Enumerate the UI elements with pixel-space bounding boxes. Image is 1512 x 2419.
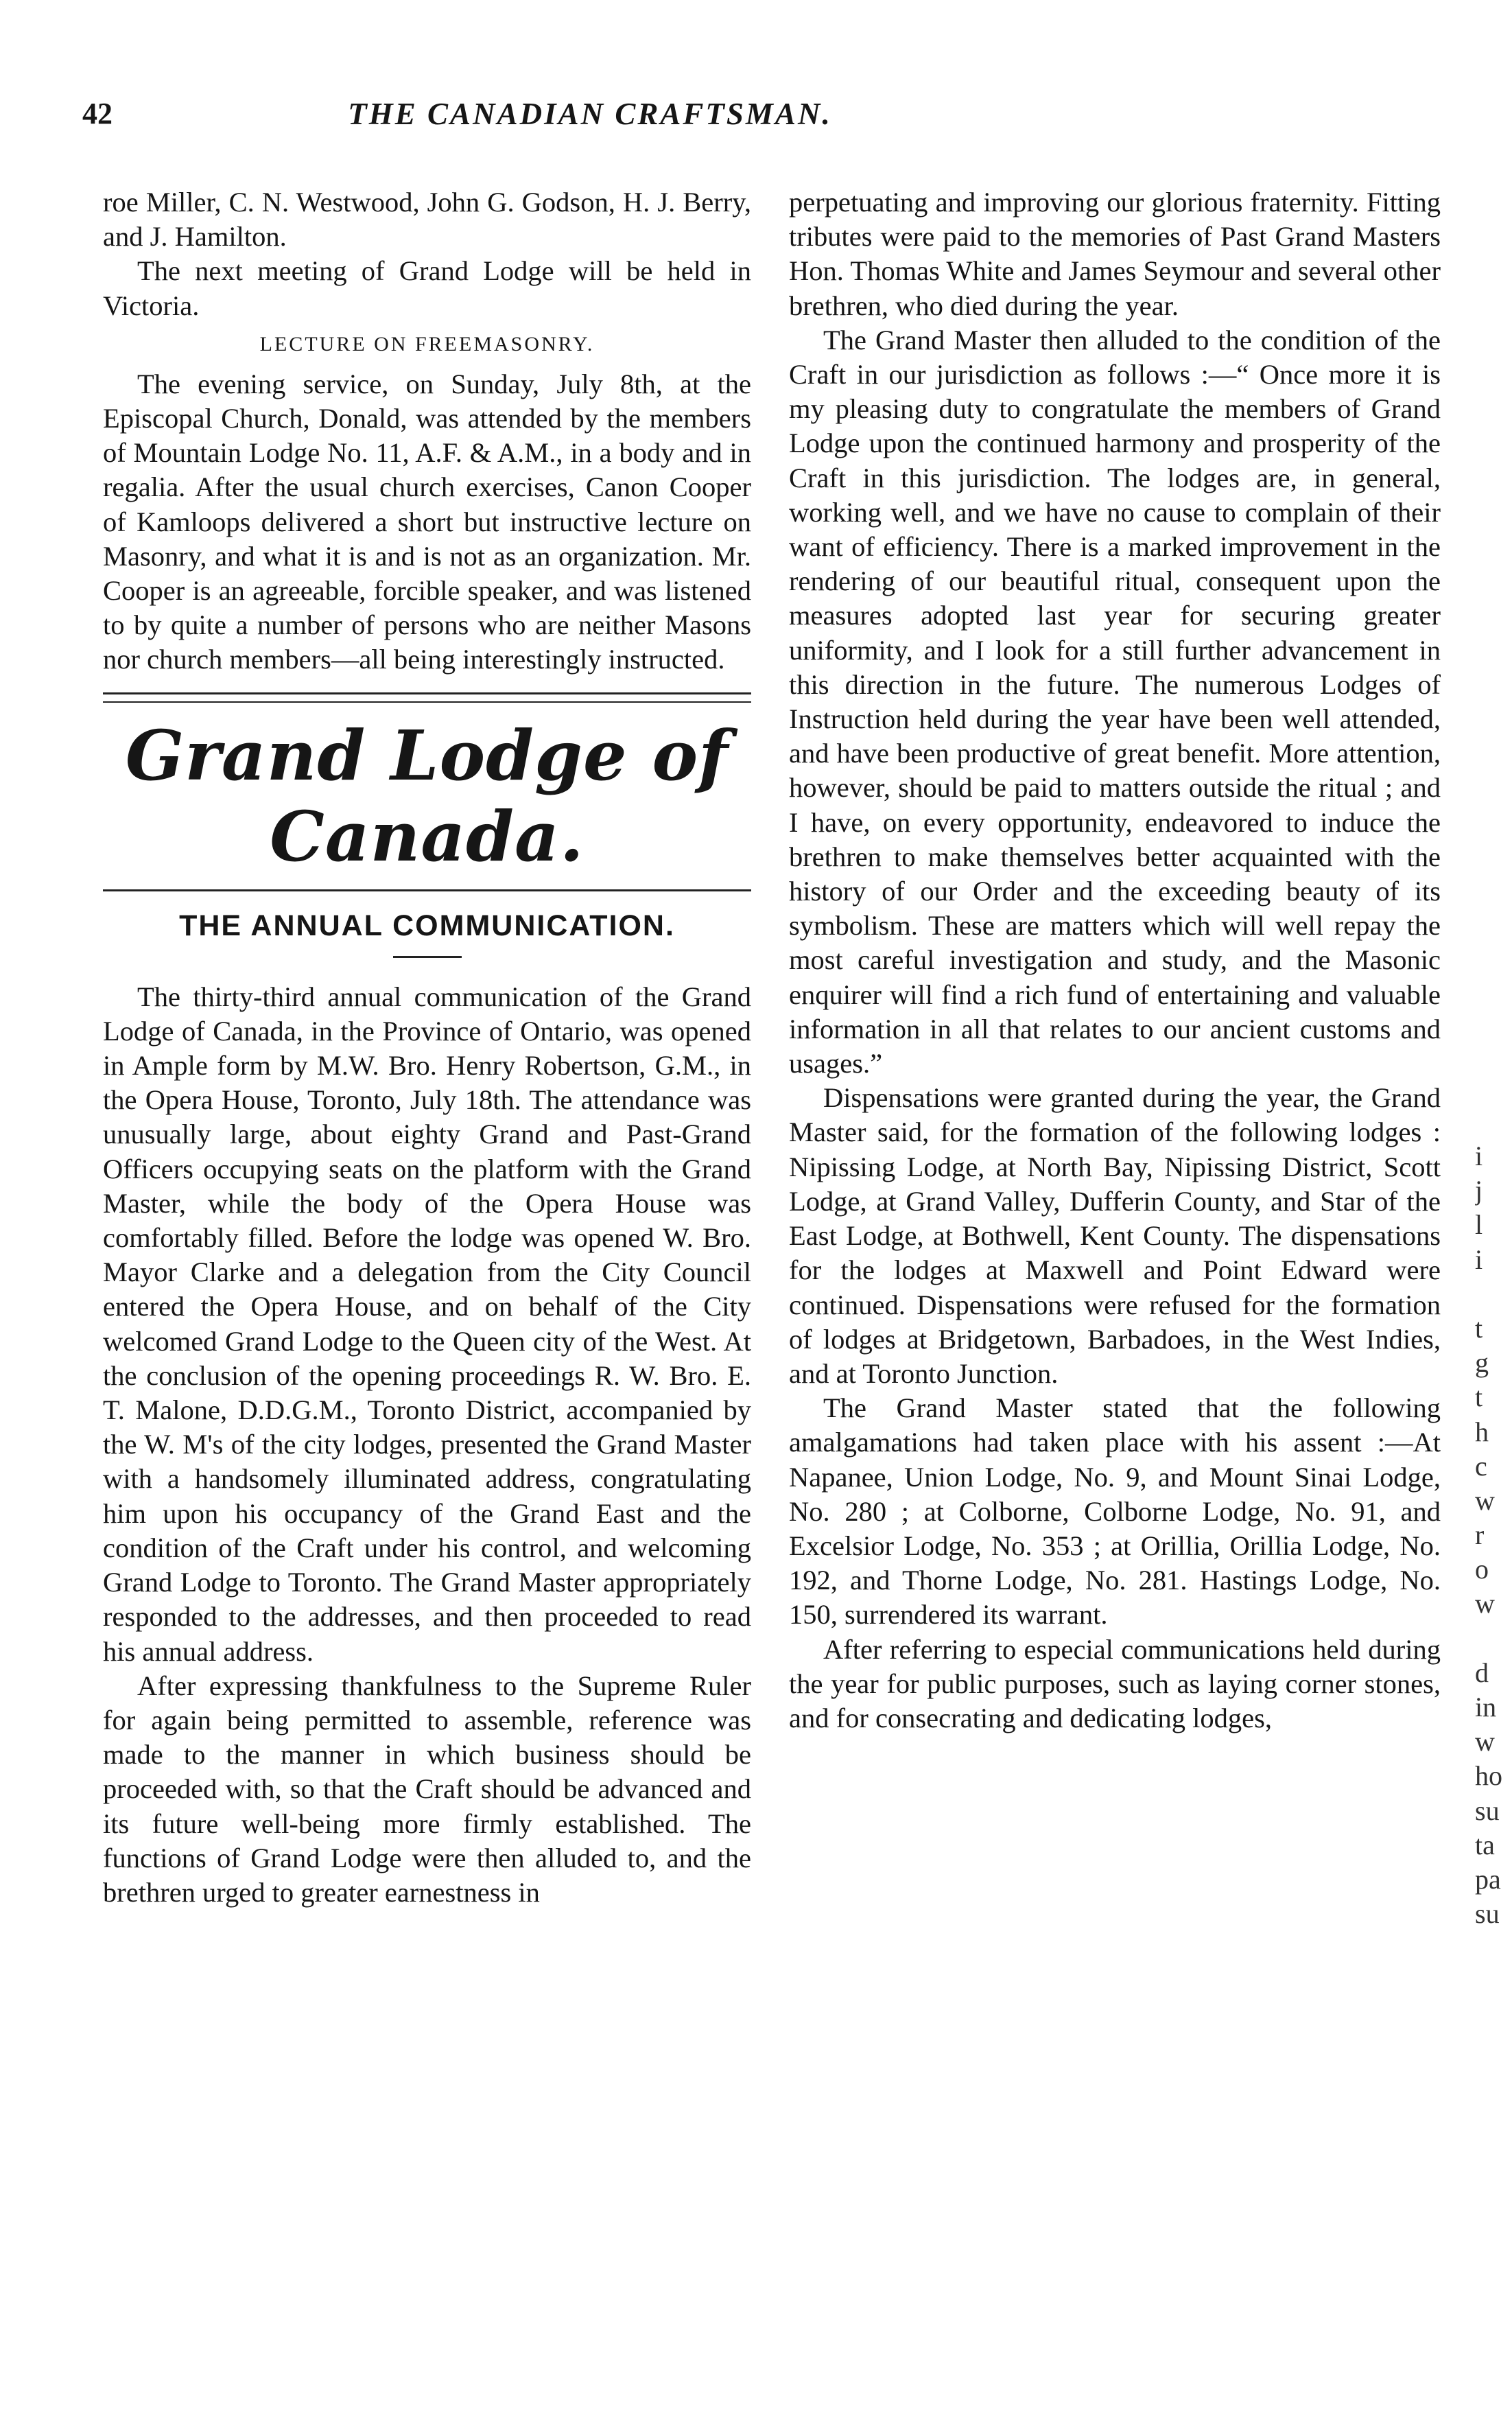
amalgamations-paragraph: The Grand Master stated that the following amalgamations had taken place with his assent :—At Napanee, Union Lodge, No. 9, and Mount Sinai Lodge, No. 280 ; at Colborne, Colborne Lodge, No. 91, and Excelsior Lodge, No. 353 ; at Orillia, Orillia Lodge, No. 192, and Thorne Lodge, No. 281. Hastings Lodge, No. 150, surrendered its warrant. <box>789 1392 1441 1631</box>
margin-fragment: j <box>1475 1175 1483 1206</box>
next-meeting-paragraph: The next meeting of Grand Lodge will be held in Victoria. <box>103 255 751 321</box>
journal-title: THE CANADIAN CRAFTSMAN. <box>348 97 832 131</box>
short-rule-divider <box>393 956 462 958</box>
margin-fragment: in <box>1475 1692 1497 1722</box>
margin-fragment: su <box>1475 1795 1500 1826</box>
margin-fragment: ho <box>1475 1760 1502 1792</box>
margin-fragment: i <box>1475 1141 1483 1171</box>
adjacent-page-fragments <box>1475 1139 1512 1931</box>
lecture-heading: LECTURE ON FREEMASONRY. <box>259 332 595 355</box>
double-rule-divider <box>103 692 751 703</box>
margin-fragment: r <box>1475 1519 1485 1551</box>
grand-lodge-masthead: Grand Lodge of Canada. <box>125 714 729 877</box>
communications-paragraph: After referring to especial communications held during the year for public purposes, such as laying corner stones, and for consecrating and dedicating lodges, <box>789 1633 1441 1733</box>
running-head <box>82 96 1098 144</box>
margin-fragment: w <box>1475 1484 1495 1516</box>
communication-paragraph: The thirty-third annual communication of the Grand Lodge of Canada, in the Province of Ontario, was opened in Ample form by M.W. Bro. Henry Robertson, G.M., in the Opera House, Toronto, July 18th. The attendance was unusually large, about eighty Grand and Past-Grand Officers occupying seats on the platform with the Grand Master, while the body of the Opera House was comfortably filled. Before the lodge was opened W. Bro. Mayor Clarke and a delegation from the City Council entered the Opera House, and on behalf of the City welcomed Grand Lodge to the Queen city of the West. At the conclusion of the opening proceedings R. W. Bro. E. T. Malone, D.D.G.M., Toronto District, accompanied by the W. M's of the city lodges, presented the Grand Master with a handsomely illuminated address, congratulating him upon his occupancy of the Grand East and the condition of the Craft under his control, and welcoming Grand Lodge to Toronto. The Grand Master appropriately responded to the addresses, and then proceeded to read his annual address. <box>103 981 751 1667</box>
margin-fragment: h <box>1475 1416 1489 1447</box>
page-number: 42 <box>82 97 113 130</box>
margin-fragment: l <box>1475 1209 1483 1241</box>
margin-fragment: w <box>1475 1726 1495 1757</box>
margin-fragment: ta <box>1475 1829 1495 1860</box>
intro-paragraph: roe Miller, C. N. Westwood, John G. Godson, H. J. Berry, and J. Hamilton. <box>103 187 751 253</box>
continuation-paragraph: perpetuating and improving our glorious fraternity. Fitting tributes were paid to the memories of Past Grand Masters Hon. Thomas White and James Seymour and several other brethren, who died during the year. <box>789 187 1441 321</box>
margin-fragment: pa <box>1475 1863 1501 1895</box>
thankfulness-paragraph: After expressing thankfulness to the Supreme Ruler for again being permitted to assemble, reference was made to the manner in which business should be proceeded with, so that the Craft should be advanced and its future well-being more firmly established. The functions of Grand Lodge were then alluded to, and the brethren urged to greater earnestness in <box>103 1670 751 1908</box>
lecture-paragraph: The evening service, on Sunday, July 8th, at the Episcopal Church, Donald, was attended by the members of Mountain Lodge No. 11, A.F. & A.M., in a body and in regalia. After the usual church exercises, Canon Cooper of Kamloops delivered a short but instructive lecture on Masonry, and what it is and is not as an organization. Mr. Cooper is an agreeable, forcible speaker, and was listened to by quite a number of persons who are neither Masons nor church members—all being interestingly instructed. <box>103 368 751 675</box>
left-column <box>103 185 751 1910</box>
margin-fragment: g <box>1475 1347 1489 1379</box>
margin-fragment: t <box>1475 1381 1483 1413</box>
margin-fragment: i <box>1475 1243 1483 1275</box>
margin-fragment: su <box>1475 1898 1500 1930</box>
margin-fragment: d <box>1475 1657 1489 1688</box>
margin-fragment: w <box>1475 1588 1495 1620</box>
annual-communication-heading: THE ANNUAL COMMUNICATION. <box>179 909 675 942</box>
margin-fragment: c <box>1475 1450 1487 1482</box>
margin-fragment <box>1475 1277 1512 1311</box>
margin-fragment: t <box>1475 1312 1483 1344</box>
margin-fragment <box>1475 1622 1512 1656</box>
dispensations-paragraph: Dispensations were granted during the year, the Grand Master said, for the formation of the following lodges : Nipissing Lodge, at North Bay, Nipissing District, Scott Lodge, at Grand Valley, Dufferin County, and Star of the East Lodge, at Bothwell, Kent County. The dispensations for the lodges at Maxwell and Point Edward were continued. Dispensations were refused for the formation of lodges at Bridgetown, Barbadoes, in the West Indies, and at Toronto Junction. <box>789 1082 1441 1389</box>
right-column <box>789 185 1441 1736</box>
single-rule-divider <box>103 889 751 891</box>
jurisdiction-paragraph: The Grand Master then alluded to the condition of the Craft in our jurisdiction as follows :—“ Once more it is my pleasing duty to congratulate the members of Grand Lodge upon the continued harmony and prosperity of the Craft in this jurisdiction. The lodges are, in general, working well, and we have no cause to complain of their want of efficiency. There is a marked improvement in the rendering of our beautiful ritual, consequent upon the measures adopted last year for securing greater uniformity, and I look for a still further advancement in this direction in the future. The numerous Lodges of Instruction held during the year have been well attended, and have been productive of great benefit. More attention, however, should be paid to matters outside the ritual ; and I have, on every opportunity, endeavored to induce the brethren to make themselves better acquainted with the history of our Order and the exceeding beauty of its symbolism. These are matters which will well repay the most careful investigation and study, and the Masonic enquirer will find a rich fund of entertaining and valuable information in all that relates to our ancient customs and usages.” <box>789 324 1441 1079</box>
margin-fragment: o <box>1475 1554 1489 1585</box>
